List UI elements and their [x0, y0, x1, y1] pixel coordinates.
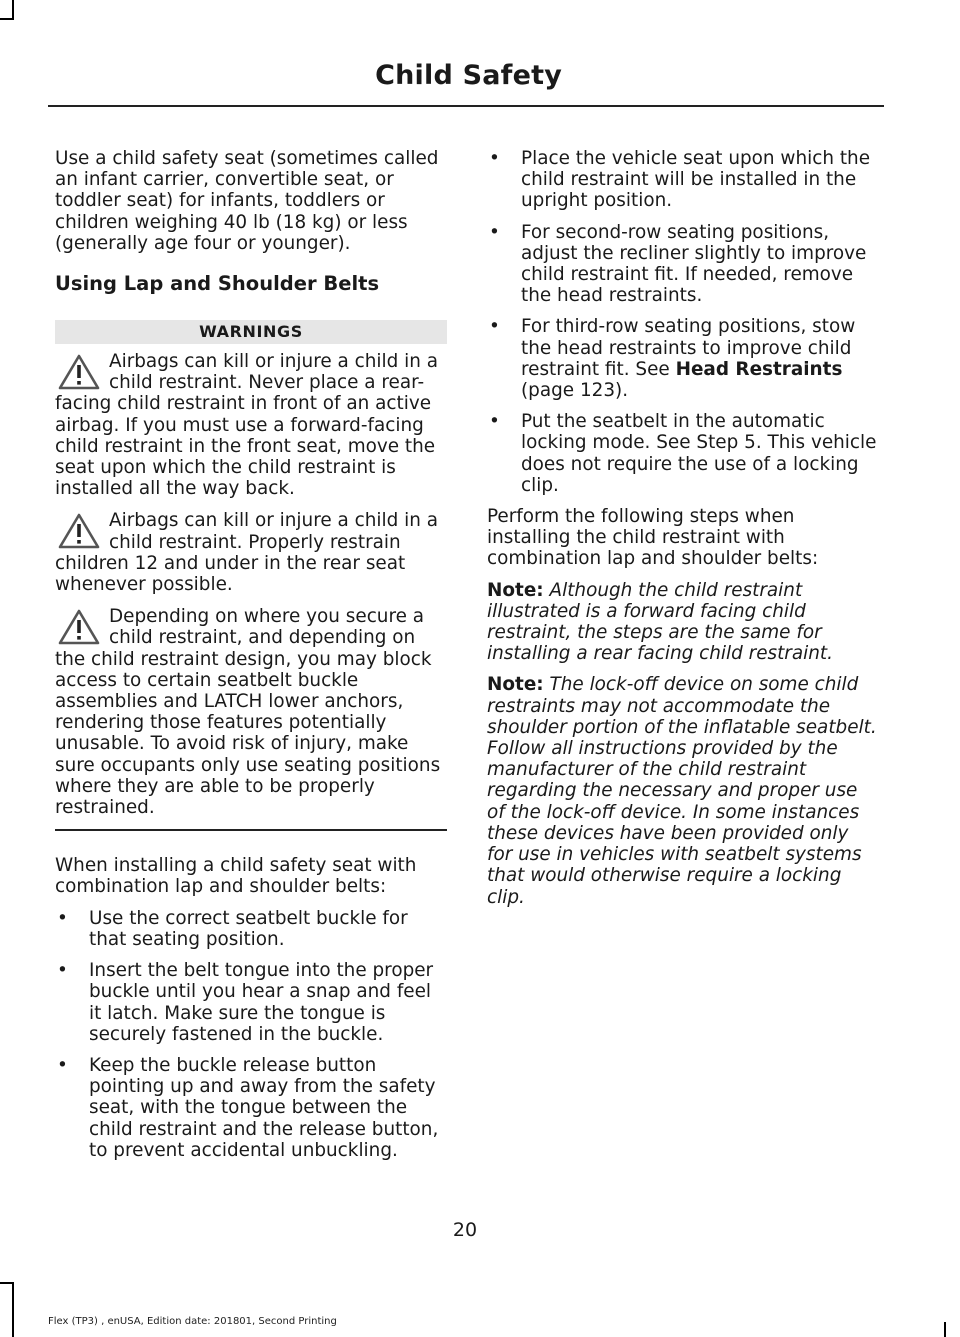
warnings-divider [55, 829, 447, 831]
warning-item [55, 510, 447, 595]
warning-item [55, 606, 447, 818]
header-divider [48, 105, 884, 107]
crop-mark [944, 1322, 946, 1337]
bullet-marker: • [57, 907, 68, 929]
install-bullet-list [55, 908, 447, 1161]
list-item [487, 222, 879, 307]
right-column [487, 148, 879, 918]
list-item-text: Put the seatbelt in the automatic locking mode. See Step 5. This vehicle does not require the use of a locking clip. [521, 411, 877, 496]
list-item-text: Insert the belt tongue into the proper buckle until you hear a snap and feel it latch. Make sure the tongue is securely fastened in the buckle. [89, 960, 434, 1045]
list-item-text: For second-row seating positions, adjust the recliner slightly to improve child restraint fit. If needed, remove the head restraints. [521, 221, 867, 307]
list-item [55, 908, 447, 950]
bullet-marker: • [57, 960, 68, 982]
note-text: Although the child restraint illustrated is a forward facing child restraint, the steps are the same for installing a rear facing child restraint. [487, 579, 833, 665]
warnings-box [55, 320, 447, 831]
page-title: Child Safety [375, 60, 562, 91]
warning-text: Depending on where you secure a child restraint, and depending on the child restraint design, you may block access to certain seatbelt buckle assemblies and LATCH lower anchors, rendering those features potentially unusable. To avoid risk of injury, make sure occupants only use seating positions where they are able to be properly restrained. [55, 606, 441, 819]
list-item [487, 316, 879, 401]
page-reference: (page 123). [521, 380, 629, 402]
page-number: 20 [452, 1219, 478, 1241]
head-restraints-link[interactable]: Head Restraints [675, 358, 843, 380]
intro-paragraph: Use a child safety seat (sometimes called an infant carrier, convertible seat, or toddler seat) for infants, toddlers or children weighing 40 lb (18 kg) or less (generally age four or younger). [55, 148, 439, 254]
crop-mark [12, 1282, 14, 1337]
warning-item [55, 351, 447, 499]
warning-triangle-icon [57, 608, 101, 646]
note-text: The lock-off device on some child restraints may not accommodate the shoulder portion of the inflatable seatbelt. Follow all instructions provided by the manufacturer of the child restraint regarding the necessary and proper use of the lock-off device. In some instances these devices have been provided only for use in vehicles with seatbelt systems that would otherwise require a locking clip. [487, 674, 877, 908]
section-heading: Using Lap and Shoulder Belts [55, 272, 380, 296]
note-paragraph [487, 580, 879, 665]
left-column [55, 148, 447, 1171]
note-label: Note: [487, 579, 544, 601]
bullet-marker: • [489, 411, 500, 433]
bullet-marker: • [489, 221, 500, 243]
crop-mark [0, 1282, 14, 1284]
list-item-text: Keep the buckle release button pointing up and away from the safety seat, with the tongue between the child restraint and the release button, to prevent accidental unbuckling. [89, 1054, 439, 1161]
crop-mark [0, 18, 14, 20]
crop-mark [12, 0, 14, 20]
list-item [487, 411, 879, 496]
warning-triangle-icon [57, 512, 101, 550]
bullet-marker: • [489, 148, 500, 169]
note-paragraph [487, 674, 879, 907]
seat-bullet-list [487, 148, 879, 496]
install-intro: When installing a child safety seat with combination lap and shoulder belts: [55, 855, 417, 898]
warning-text: Airbags can kill or injure a child in a child restraint. Never place a rear-facing child restraint in front of an active airbag. If you must use a forward-facing child restraint in the front seat, move the seat upon which the child restraint is installed all the way back. [55, 351, 439, 500]
list-item-text: Use the correct seatbelt buckle for that seating position. [89, 907, 408, 950]
list-item [487, 148, 879, 212]
list-item-text: Place the vehicle seat upon which the child restraint will be installed in the upright position. [521, 148, 871, 212]
bullet-marker: • [489, 316, 500, 338]
steps-intro: Perform the following steps when installing the child restraint with combination lap and shoulder belts: [487, 506, 819, 570]
warnings-title: WARNINGS [55, 320, 447, 344]
edition-footer: Flex (TP3) , enUSA, Edition date: 201801, Second Printing [48, 1316, 337, 1327]
warning-text: Airbags can kill or injure a child in a child restraint. Properly restrain children 12 and under in the rear seat whenever possible. [55, 510, 439, 596]
bullet-marker: • [57, 1054, 68, 1076]
list-item-text: For third-row seating positions, stow the head restraints to improve child restraint fit. See [521, 316, 856, 380]
list-item [55, 960, 447, 1045]
note-label: Note: [487, 674, 544, 696]
warning-triangle-icon [57, 353, 101, 391]
list-item [55, 1055, 447, 1161]
